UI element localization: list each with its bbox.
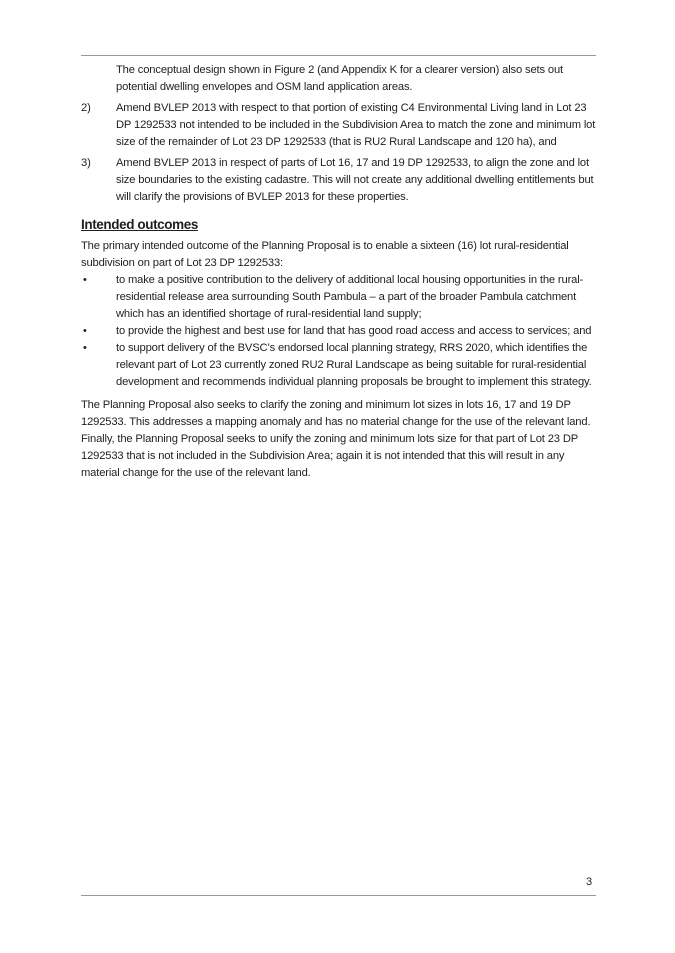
bullet-text: to make a positive contribution to the delivery of additional local housing opportunities in the rural-residential release area surrounding South Pambula – a part of the broader Pambula catchment which has an identified shortage of rural-residential land supply;: [116, 274, 584, 320]
item-number: 3): [81, 157, 91, 169]
item-number: 2): [81, 102, 91, 114]
continuation-paragraph: The conceptual design shown in Figure 2 (and Appendix K for a clearer version) also sets out potential dwelling envelopes and OSM land application areas.: [116, 64, 564, 93]
numbered-item: [81, 100, 599, 151]
intro-paragraph: The primary intended outcome of the Planning Proposal is to enable a sixteen (16) lot rural-residential subdivision on part of Lot 23 DP 1292533:: [81, 240, 569, 269]
bullet-icon: •: [83, 274, 87, 286]
bullet-item: [81, 340, 599, 391]
item-text: Amend BVLEP 2013 with respect to that portion of existing C4 Environmental Living land in Lot 23 DP 1292533 not intended to be included in the Subdivision Area to match the zone and minimum lot size of the remainder of Lot 23 DP 1292533 (that is RU2 Rural Landscape and 120 ha), and: [116, 102, 596, 148]
bullet-item: [81, 323, 599, 340]
bullet-text: to support delivery of the BVSC’s endorsed local planning strategy, RRS 2020, which identifies the relevant part of Lot 23 currently zoned RU2 Rural Landscape as being suitable for rural-residential development and recommends individual planning proposals be brought to implement this strategy.: [116, 342, 592, 388]
section-heading: Intended outcomes: [81, 217, 198, 232]
closing-paragraph: The Planning Proposal also seeks to clarify the zoning and minimum lot sizes in lots 16, 17 and 19 DP 1292533. This addresses a mapping anomaly and has no material change for the use of the relevant land. Finally, the Planning Proposal seeks to unify the zoning and minimum lots size for that part of Lot 23 DP 1292533 that is not included in the Subdivision Area; again it is not intended that this will result in any material change for the use of the relevant land.: [81, 399, 591, 479]
item-text: Amend BVLEP 2013 in respect of parts of Lot 16, 17 and 19 DP 1292533, to align the zone and lot size boundaries to the existing cadastre. This will not create any additional dwelling entitlements but will clarify the provisions of BVLEP 2013 for these properties.: [116, 157, 594, 203]
page-number: 3: [586, 876, 593, 888]
page-body: [81, 62, 599, 482]
footer-rule: [81, 895, 596, 896]
bullet-item: [81, 272, 599, 323]
bullet-icon: •: [83, 325, 87, 337]
numbered-item: [81, 155, 599, 206]
bullet-text: to provide the highest and best use for land that has good road access and access to services; and: [116, 325, 592, 337]
bullet-icon: •: [83, 342, 87, 354]
header-rule: [81, 55, 596, 56]
